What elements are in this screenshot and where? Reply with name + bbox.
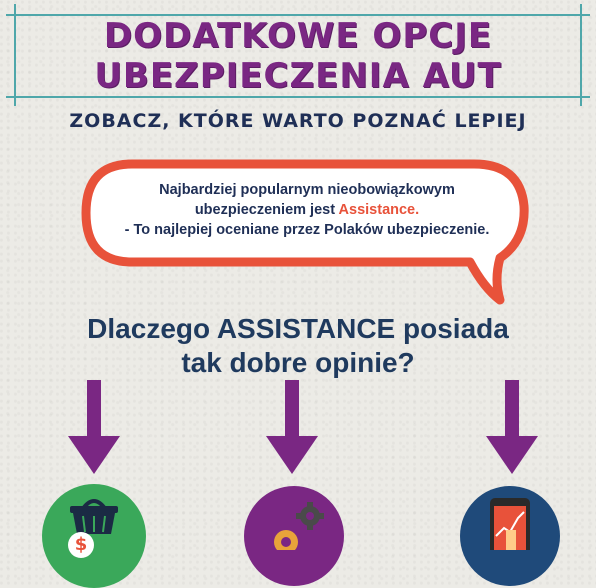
down-arrow-right [484, 380, 540, 476]
bubble-text [100, 180, 514, 240]
dollar-badge-icon: $ [68, 532, 94, 558]
question-line-1: Dlaczego ASSISTANCE posiada [87, 313, 509, 344]
bubble-line-2-prefix: ubezpieczeniem jest [194, 202, 339, 218]
question-line-2: tak dobre opinie? [181, 347, 415, 378]
gears-icon [244, 486, 344, 550]
smartphone-chart-icon [460, 486, 560, 550]
bubble-line-1: Najbardziej popularnym nieobowiązkowym [159, 182, 455, 198]
assistance-highlight: Assistance. [338, 202, 420, 218]
subtitle: ZOBACZ, KTÓRE WARTO POZNAĆ LEPIEJ [69, 110, 527, 132]
down-arrow-center [264, 380, 320, 476]
phone-circle [460, 486, 560, 586]
title-line-2: UBEZPIECZENIA AUT [94, 56, 502, 96]
down-arrow-left [66, 380, 122, 476]
title-line-1: DODATKOWE OPCJE [103, 16, 493, 56]
bubble-line-2 [100, 200, 514, 220]
basket-circle [42, 484, 146, 588]
basket-icon [42, 484, 146, 554]
gears-circle [244, 486, 344, 586]
question-heading [0, 312, 596, 380]
bubble-line-3: - To najlepiej oceniane przez Polaków ubezpieczenie. [124, 222, 490, 238]
